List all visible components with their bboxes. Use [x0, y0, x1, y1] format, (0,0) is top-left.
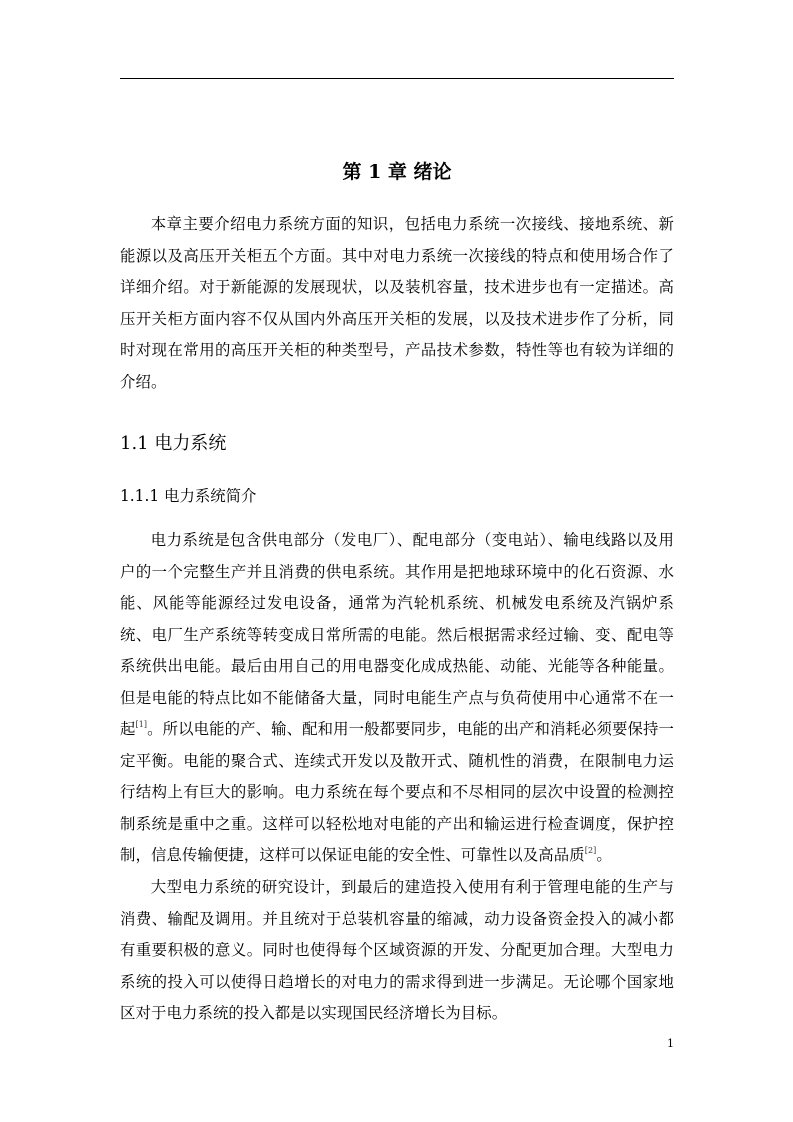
paragraph-text: 。 [596, 846, 612, 864]
paragraph-text: 电力系统是包含供电部分（发电厂）、配电部分（变电站）、输电线路以及用户的一个完整生产并且消费的供电系统。其作用是把地球环境中的化石资源、水能、风能等能源经过发电设备，通常为汽轮机系统、机械发电系统及汽锅炉系统、电厂生产系统等转变成日常所需的电能。然后根据需求经过输、变、配电等系统供出电能。最后由用自己的用电器变化成成热能、动能、光能等各种能量。但是电能的特点比如不能储备大量，同时电能生产点与负荷使用中心通常不在一起 [120, 531, 674, 738]
chapter-title: 第 1 章 绪论 [342, 161, 452, 183]
section-heading: 1.1 电力系统 [120, 433, 227, 454]
citation-ref-1: [1] [135, 720, 148, 729]
page-number: 1 [667, 1037, 674, 1050]
intro-paragraph: 本章主要介绍电力系统方面的知识，包括电力系统一次接线、接地系统、新能源以及高压开关柜五个方面。其中对电力系统一次接线的特点和使用场合作了详细介绍。对于新能源的发展现状，以及装机容量，技术进步也有一定描述。高压开关柜方面内容不仅从国内外高压开关柜的发展，以及技术进步作了分析，同时对现在常用的高压开关柜的种类型号，产品技术参数，特性等也有较为详细的介绍。 [120, 215, 674, 391]
subsection-heading: 1.1.1 电力系统简介 [120, 487, 257, 505]
paragraph-text: 。所以电能的产、输、配和用一般都要同步，电能的出产和消耗必须要保持一定平衡。电能的聚合式、连续式开发以及散开式、随机性的消费，在限制电力运行结构上有巨大的影响。电力系统在每个要点和不尽相同的层次中设置的检测控制系统是重中之重。这样可以轻松地对电能的产出和输运进行检查调度，保护控制，信息传输便捷，这样可以保证电能的安全性、可靠性以及高品质 [120, 720, 674, 864]
header-rule [120, 78, 674, 79]
body-paragraph-2: 大型电力系统的研究设计，到最后的建造投入使用有利于管理电能的生产与消费、输配及调用。并且统对于总装机容量的缩减，动力设备资金投入的减小都有重要积极的意义。同时也使得每个区域资源的开发、分配更加合理。大型电力系统的投入可以使得日趋增长的对电力的需求得到进一步满足。无论哪个国家地区对于电力系统的投入都是以实现国民经济增长为目标。 [120, 878, 674, 1022]
citation-ref-2: [2] [584, 846, 597, 855]
body-paragraph-1 [120, 525, 674, 872]
